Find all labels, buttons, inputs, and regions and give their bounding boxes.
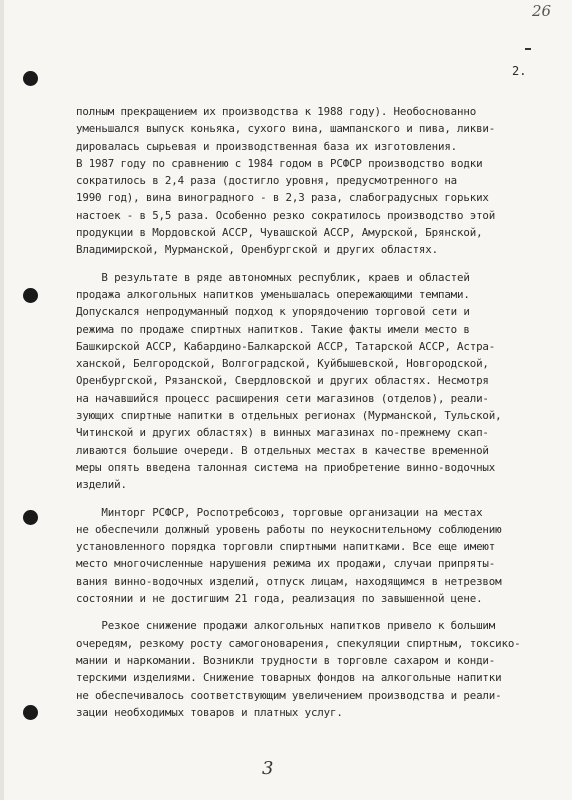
text-line: Читинской и других областях) в винных магазинах по-прежнему скап- bbox=[76, 426, 489, 440]
text-line: 1990 год), вина виноградного - в 2,3 раза, слабоградусных горьких bbox=[76, 191, 489, 205]
punch-hole bbox=[23, 288, 38, 303]
text-line: ханской, Белгородской, Волгоградской, Куйбышевской, Новгородской, bbox=[76, 357, 489, 371]
text-line: Оренбургской, Рязанской, Свердловской и других областях. Несмотря bbox=[76, 374, 489, 388]
text-line: режима по продаже спиртных напитков. Такие факты имели место в bbox=[76, 322, 470, 336]
text-line: уменьшался выпуск коньяка, сухого вина, шампанского и пива, ликви- bbox=[76, 122, 496, 136]
paragraph-gap bbox=[76, 494, 556, 504]
text-line: не обеспечивалось соответствующим увеличением производства и реали- bbox=[76, 688, 502, 702]
text-line: не обеспечили должный уровень работы по неукоснительному соблюдению bbox=[76, 522, 502, 536]
handwritten-sheet-number: 3 bbox=[262, 758, 274, 779]
text-line: Минторг РСФСР, Роспотребсоюз, торговые организации на местах bbox=[76, 505, 483, 519]
text-line: Резкое снижение продажи алкогольных напитков привело к большим bbox=[76, 619, 496, 633]
text-line: полным прекращением их производства к 1988 году). Необоснованно bbox=[76, 105, 477, 118]
punch-hole bbox=[23, 71, 38, 86]
text-line: мании и наркомании. Возникли трудности в торговле сахаром и конди- bbox=[76, 653, 496, 667]
text-line: Владимирской, Мурманской, Оренбургской и других областях. bbox=[76, 243, 438, 257]
text-line: Башкирской АССР, Кабардино-Балкарской АССР, Татарской АССР, Астра- bbox=[76, 339, 496, 353]
punch-hole bbox=[23, 705, 38, 720]
text-line: В результате в ряде автономных республик, краев и областей bbox=[76, 270, 470, 284]
text-line: Допускался непродуманный подход к упорядочению торговой сети и bbox=[76, 305, 470, 319]
text-line: В 1987 году по сравнению с 1984 годом в РСФСР производство водки bbox=[76, 156, 483, 170]
text-line: настоек - в 5,5 раза. Особенно резко сократилось производство этой bbox=[76, 208, 496, 222]
pen-mark bbox=[525, 48, 531, 50]
text-line: терскими изделиями. Снижение товарных фондов на алкогольные напитки bbox=[76, 671, 502, 685]
page-number: 2. bbox=[512, 64, 527, 78]
text-line: сократилось в 2,4 раза (достигло уровня, предусмотренного на bbox=[76, 174, 458, 188]
text-line: изделий. bbox=[76, 478, 127, 492]
text-line: меры опять введена талонная система на приобретение винно-водочных bbox=[76, 460, 496, 474]
paragraph bbox=[76, 617, 556, 721]
punch-hole bbox=[23, 510, 38, 525]
text-line: место многочисленные нарушения режима их продажи, случаи припряты- bbox=[76, 557, 496, 571]
text-line: зующих спиртные напитки в отдельных регионах (Мурманской, Тульской, bbox=[76, 409, 502, 423]
paragraph-gap bbox=[76, 259, 556, 269]
text-line: ливаются большие очереди. В отдельных местах в качестве временной bbox=[76, 443, 489, 457]
document-body bbox=[76, 103, 556, 721]
text-line: зации необходимых товаров и платных услуг. bbox=[76, 705, 343, 719]
paper-edge bbox=[0, 0, 4, 800]
text-line: состоянии и не достигшим 21 года, реализация по завышенной цене. bbox=[76, 592, 483, 606]
paragraph bbox=[76, 103, 556, 259]
paragraph-gap bbox=[76, 607, 556, 617]
text-line: на начавшийся процесс расширения сети магазинов (отделов), реали- bbox=[76, 391, 489, 405]
text-line: продажа алкогольных напитков уменьшалась опережающими темпами. bbox=[76, 287, 470, 301]
text-line: очередям, резкому росту самогоноварения, спекуляции спиртным, токсико- bbox=[76, 636, 521, 650]
text-line: вания винно-водочных изделий, отпуск лицам, находящимся в нетрезвом bbox=[76, 574, 502, 588]
text-line: дировалась сырьевая и производственная база их изготовления. bbox=[76, 139, 458, 153]
handwritten-archive-number: 26 bbox=[532, 2, 552, 20]
paragraph bbox=[76, 504, 556, 608]
paragraph bbox=[76, 269, 556, 494]
text-line: продукции в Мордовской АССР, Чувашской АССР, Амурской, Брянской, bbox=[76, 226, 483, 240]
text-line: установленного порядка торговли спиртными напитками. Все еще имеют bbox=[76, 540, 496, 554]
